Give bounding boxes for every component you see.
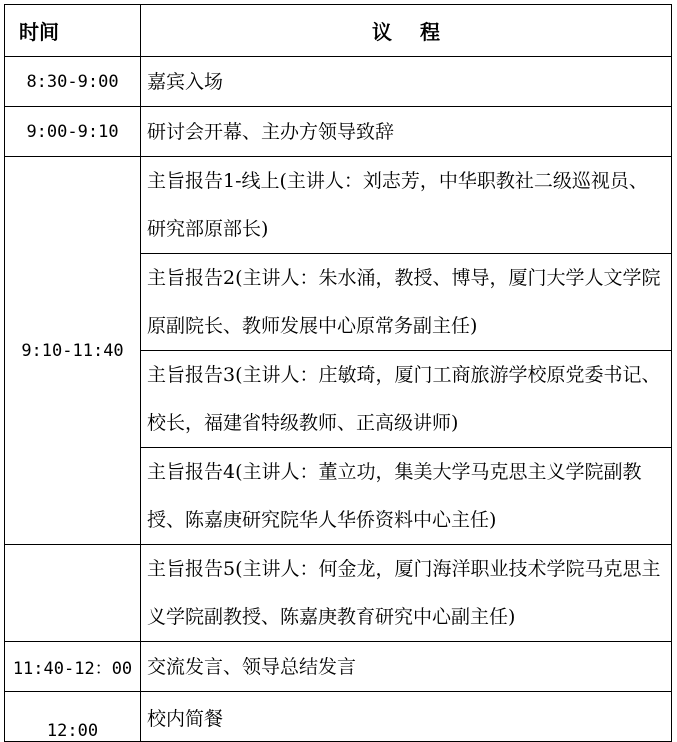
agenda-table-container	[4, 4, 672, 742]
time-cell: 12:00	[5, 692, 141, 742]
time-cell: 8:30-9:00	[5, 57, 141, 107]
agenda-cell: 嘉宾入场	[141, 57, 672, 107]
time-cell	[5, 545, 141, 642]
table-row	[5, 107, 672, 157]
agenda-column-header: 议程	[141, 5, 672, 57]
table-row	[5, 157, 672, 254]
table-row	[5, 57, 672, 107]
time-column-header: 时间	[5, 5, 141, 57]
time-cell: 9:10-11:40	[5, 157, 141, 545]
agenda-cell: 主旨报告2(主讲人：朱水涌，教授、博导，厦门大学人文学院原副院长、教师发展中心原常务副主任)	[141, 254, 672, 351]
table-header-row	[5, 5, 672, 57]
agenda-cell: 主旨报告5(主讲人：何金龙，厦门海洋职业技术学院马克思主义学院副教授、陈嘉庚教育研究中心副主任)	[141, 545, 672, 642]
agenda-cell: 校内简餐	[141, 692, 672, 742]
agenda-cell: 交流发言、领导总结发言	[141, 642, 672, 692]
agenda-cell: 主旨报告4(主讲人：董立功，集美大学马克思主义学院副教授、陈嘉庚研究院华人华侨资料中心主任)	[141, 448, 672, 545]
table-row	[5, 642, 672, 692]
agenda-cell: 主旨报告1-线上(主讲人：刘志芳，中华职教社二级巡视员、研究部原部长)	[141, 157, 672, 254]
time-cell: 11:40-12：00	[5, 642, 141, 692]
agenda-cell: 主旨报告3(主讲人：庄敏琦，厦门工商旅游学校原党委书记、校长，福建省特级教师、正高级讲师)	[141, 351, 672, 448]
agenda-cell: 研讨会开幕、主办方领导致辞	[141, 107, 672, 157]
agenda-table	[4, 4, 672, 742]
table-row	[5, 545, 672, 642]
table-row	[5, 692, 672, 742]
time-cell: 9:00-9:10	[5, 107, 141, 157]
